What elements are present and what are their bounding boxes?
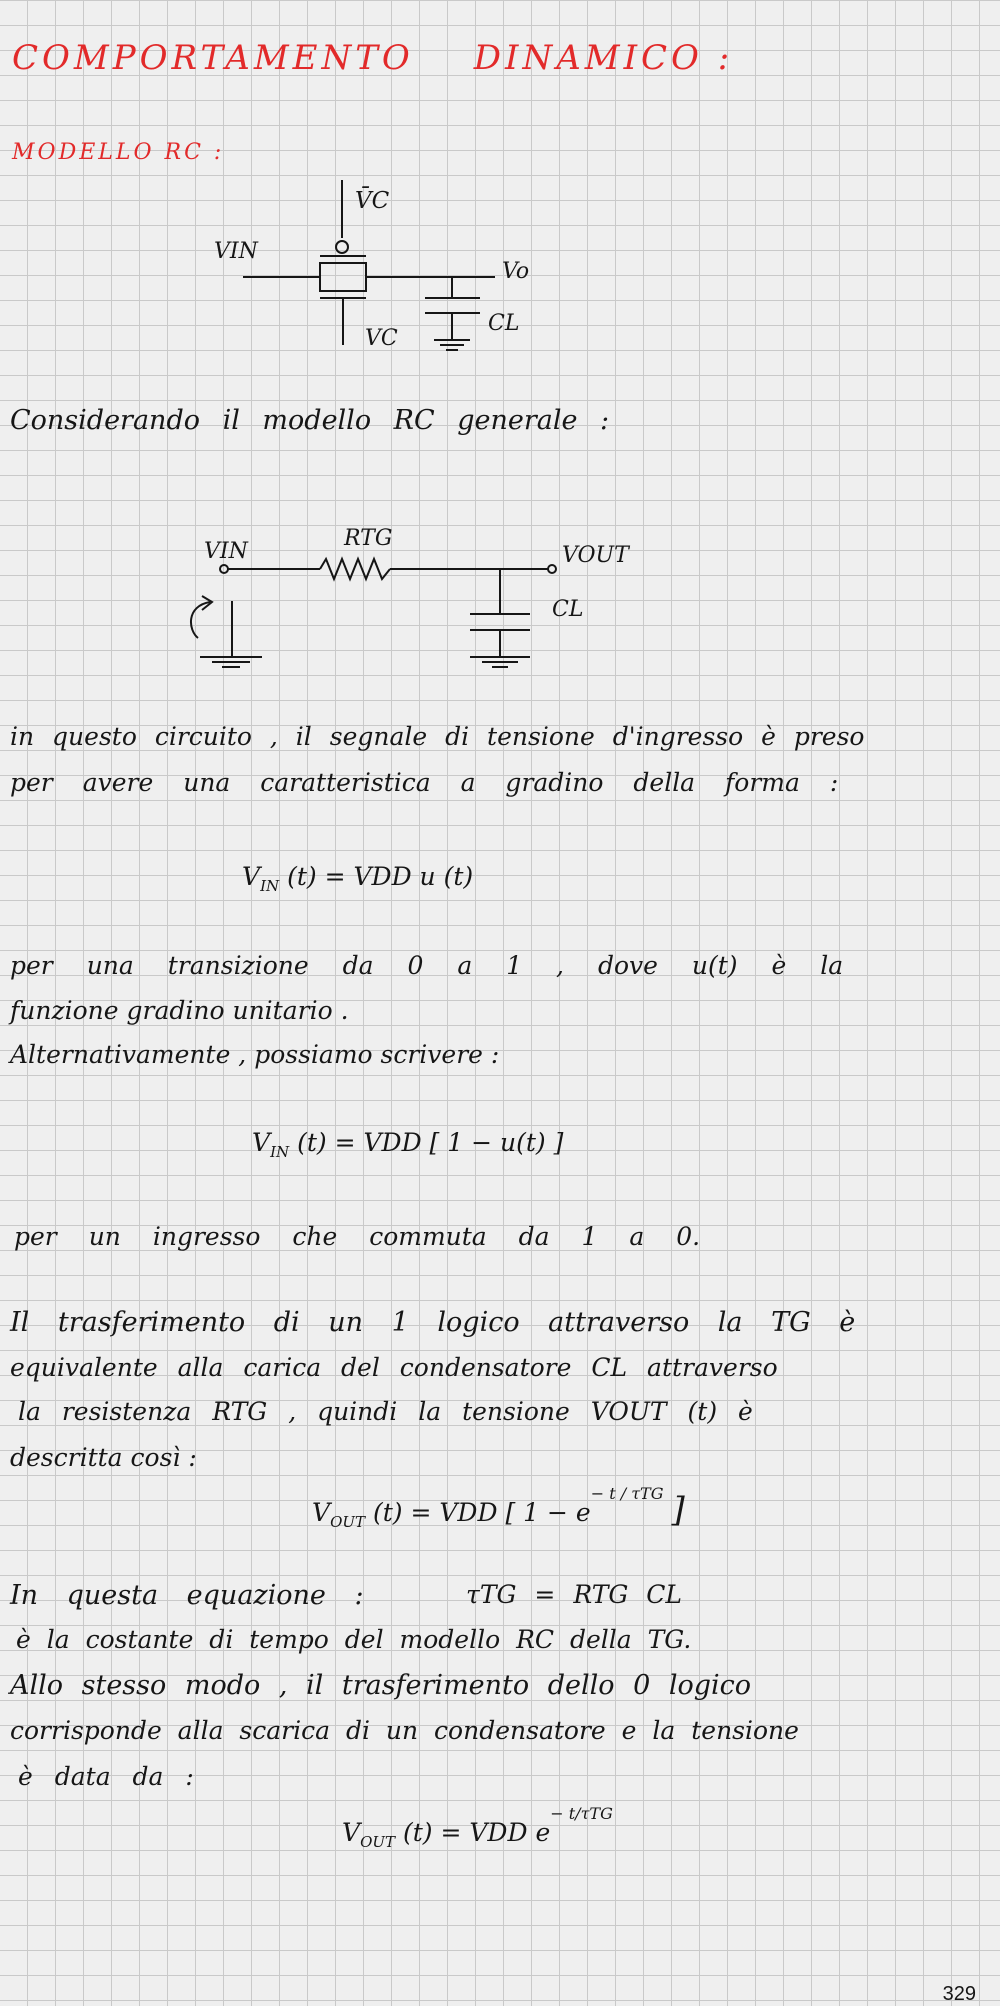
heading-word-1: COMPORTAMENTO	[12, 38, 414, 78]
text-para3-line2: equivalente alla carica del condensatore CL attraverso	[10, 1353, 778, 1382]
eq2-rhs: (t) = VDD [ 1 − u(t) ]	[297, 1128, 564, 1157]
text-para2-line1: per una transizione da 0 a 1 , dove u(t) è la	[10, 951, 844, 980]
label-cl-2: CL	[552, 597, 584, 622]
text-para1-line1: in questo circuito , il segnale di tensione d'ingresso è preso	[10, 722, 865, 751]
eq3-rhs: (t) = VDD [ 1 − e	[372, 1498, 591, 1527]
eq2-lhs: V	[252, 1128, 271, 1157]
text-para3-line4: descritta così :	[10, 1443, 197, 1472]
label-vc: VC	[365, 326, 398, 351]
label-rtg: RTG	[344, 526, 393, 551]
equation-vout-charge	[312, 1484, 685, 1531]
eq1-lhs: V	[242, 862, 261, 891]
eq4-exponent: − t/τTG	[550, 1804, 613, 1823]
text-para4-line4: corrisponde alla scarica di un condensatore e la tensione	[10, 1716, 799, 1745]
label-vc-bar: V̄C	[355, 188, 390, 214]
eq1-rhs: (t) = VDD u (t)	[287, 862, 474, 891]
eq4-lhs: V	[342, 1818, 361, 1847]
page-number: 329	[942, 1983, 976, 2005]
text-para4-line1b: τTG = RTG CL	[466, 1580, 683, 1609]
text-para2-line3: Alternativamente , possiamo scrivere :	[10, 1040, 500, 1069]
text-para4-line1a: In questa equazione :	[10, 1580, 364, 1611]
text-para3-line3: la resistenza RTG , quindi la tensione VOUT (t) è	[18, 1397, 753, 1426]
label-vout: VOUT	[562, 543, 629, 568]
text-considerando: Considerando il modello RC generale :	[10, 405, 610, 436]
rc-model-diagram	[0, 0, 1000, 700]
eq2-lhs-sub: IN	[270, 1143, 290, 1161]
equation-vout-discharge	[342, 1804, 613, 1851]
text-ingresso-commuta: per un ingresso che commuta da 1 a 0.	[14, 1222, 701, 1251]
eq3-lhs-sub: OUT	[330, 1513, 366, 1531]
text-para1-line2: per avere una caratteristica a gradino della forma :	[10, 768, 839, 797]
equation-vin-complement	[252, 1128, 563, 1161]
eq3-close: ]	[671, 1490, 685, 1530]
heading-word-2: DINAMICO :	[473, 38, 734, 78]
text-para4-line5: è data da :	[18, 1762, 194, 1791]
eq3-exponent: − t / τTG	[590, 1484, 664, 1503]
eq1-lhs-sub: IN	[260, 877, 280, 895]
section-subheading: MODELLO RC :	[12, 140, 225, 165]
label-vin-2: VIN	[204, 539, 248, 564]
text-para4-line3: Allo stesso modo , il trasferimento dello 0 logico	[10, 1670, 752, 1701]
text-para2-line2: funzione gradino unitario .	[10, 996, 349, 1025]
text-para3-line1: Il trasferimento di un 1 logico attraverso la TG è	[10, 1307, 856, 1338]
eq4-rhs: (t) = VDD e	[402, 1818, 551, 1847]
equation-vin-step	[242, 862, 473, 895]
label-cl-1: CL	[488, 311, 520, 336]
eq4-lhs-sub: OUT	[360, 1833, 396, 1851]
text-para4-line2: è la costante di tempo del modello RC della TG.	[16, 1625, 692, 1654]
eq3-lhs: V	[312, 1498, 331, 1527]
label-vo: Vo	[502, 259, 530, 284]
label-vin-1: VIN	[214, 239, 258, 264]
